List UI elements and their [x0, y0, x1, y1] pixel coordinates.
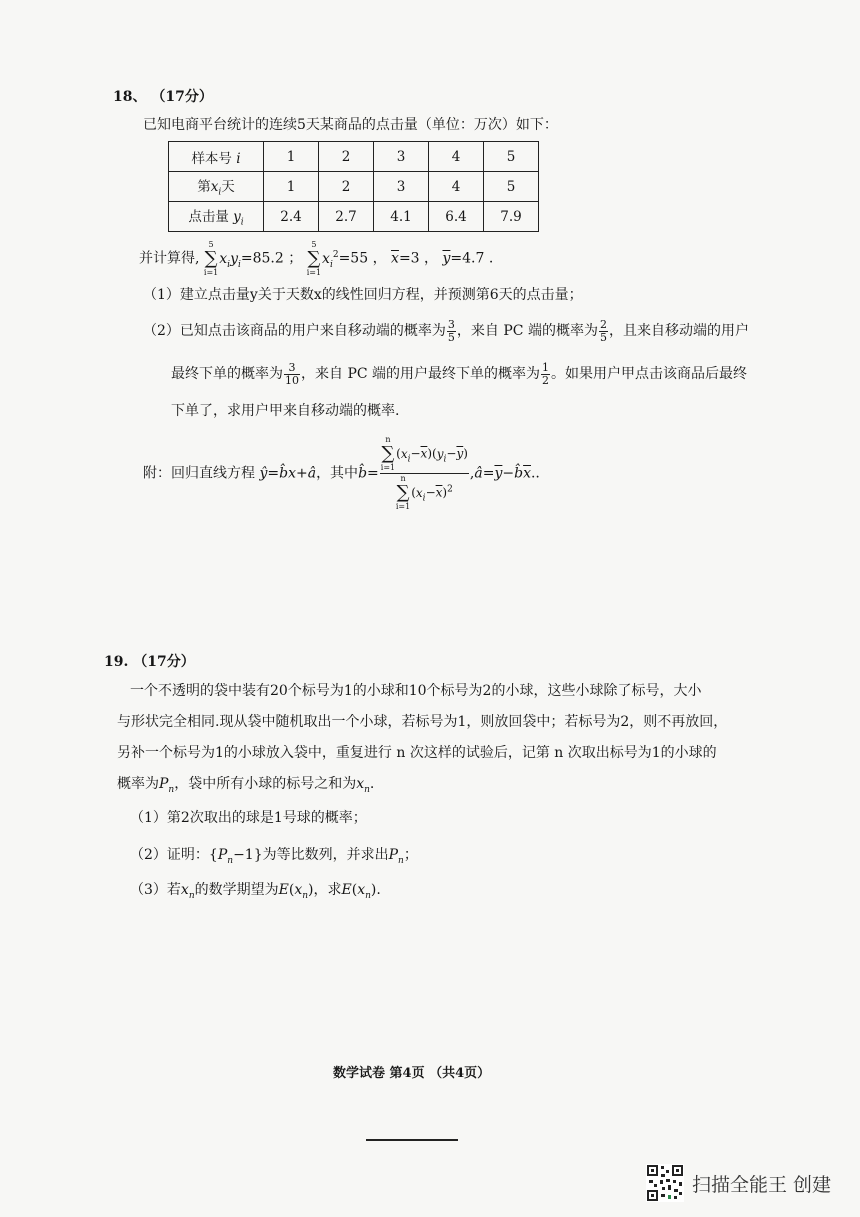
q18-part2-line3: 下单了，求用户甲来自移动端的概率. [171, 403, 400, 419]
table-row [169, 172, 539, 202]
scanner-watermark: 扫描全能王 创建 [692, 1174, 832, 1196]
q18-part2-line2: 最终下单的概率为 $\frac{3}{10}$ ，来自 PC 端的用户最终下单的概率为 $\frac{1}{2}$ 。如果用户甲点击该商品后最终 [171, 360, 748, 387]
q19-part1: （1）第2次取出的球是1号球的概率； [130, 810, 367, 826]
q19-part2: （2）证明：$\{P_n-1\}$为等比数列，并求出$P_n$； [130, 847, 418, 866]
table-cell: 4 [429, 172, 484, 202]
qr-code-icon [646, 1164, 684, 1202]
q18-points: （17分） [151, 89, 213, 105]
q18-intro: 已知电商平台统计的连续5天某商品的点击量（单位：万次）如下： [143, 117, 558, 133]
regression-fraction: n ∑ i=1 $(x_i-\overline{x})(y_i-\overline{y})$ n ∑ i=1 $(x_i-\overline{x})^2$ [380, 435, 468, 511]
q18-number: 18、 [113, 89, 147, 105]
page-footer: 数学试卷 第4页 （共4页） [333, 1066, 491, 1081]
row-head-clicks: 点击量 $y_i$ [169, 202, 264, 232]
q19-points: （17分） [133, 654, 195, 670]
q18-part1: （1）建立点击量y关于天数x的线性回归方程，并预测第6天的点击量； [143, 287, 583, 303]
q18-appendix: 附：回归直线方程 ŷ=b̂x+â，其中b̂= n ∑ i=1 $(x_i-\overline{x})(y_i-\overline{y})$ n ∑ i=1 $(x_i-\overline{x})^2$ $,â=\overline{y}-b̂\overline{x}$.. [143, 435, 540, 511]
fraction: $\frac{3}{5}$ [447, 317, 455, 344]
fraction: $\frac{3}{10}$ [285, 360, 299, 387]
q18-part2-line1: （2）已知点击该商品的用户来自移动端的概率为 $\frac{3}{5}$ ，来自 PC 端的概率为 $\frac{2}{5}$ ，且来自移动端的用户 [143, 317, 749, 344]
table-cell: 3 [374, 142, 429, 172]
table-row [169, 202, 539, 232]
fraction: $\frac{1}{2}$ [542, 360, 550, 387]
q19-part3: （3）若$x_n$的数学期望为$E(x_n)$，求$E(x_n)$. [130, 882, 381, 901]
q18-calc-line: 并计算得, 5 ∑ i=1 $x_iy_i=85.2$ ； 5 ∑ i=1 $x_i^2=55$ ， $\overline{x}=3$ ， $\overline{y}=4.7$ . [139, 239, 494, 277]
table-cell: 2.4 [264, 202, 319, 232]
q19-line2: 与形状完全相同.现从袋中随机取出一个小球，若标号为1，则放回袋中；若标号为2，则不再放回， [117, 714, 728, 730]
table-cell: 7.9 [484, 202, 539, 232]
sum-symbol: 5 ∑ i=1 [306, 239, 322, 277]
table-row [169, 142, 539, 172]
table-cell: 2 [319, 172, 374, 202]
table-cell: 5 [484, 142, 539, 172]
fraction: $\frac{2}{5}$ [599, 317, 607, 344]
click-data-table [168, 141, 539, 232]
table-cell: 6.4 [429, 202, 484, 232]
table-cell: 1 [264, 172, 319, 202]
q19-line3: 另补一个标号为1的小球放入袋中，重复进行 n 次这样的试验后，记第 n 次取出标号为1的小球的 [117, 745, 717, 761]
q19-line4: 概率为$P_n$，袋中所有小球的标号之和为$x_n$. [117, 776, 375, 795]
table-cell: 5 [484, 172, 539, 202]
table-cell: 3 [374, 172, 429, 202]
table-cell: 1 [264, 142, 319, 172]
table-cell: 2.7 [319, 202, 374, 232]
q19-heading [104, 652, 195, 672]
q19-line1: 一个不透明的袋中装有20个标号为1的小球和10个标号为2的小球，这些小球除了标号，大小 [130, 683, 702, 699]
q18-heading [113, 87, 213, 107]
divider [366, 1139, 458, 1141]
row-head-day: 第$x_i$天 [169, 172, 264, 202]
row-head-sample: 样本号 i [169, 142, 264, 172]
sum-symbol: 5 ∑ i=1 [203, 239, 219, 277]
q19-number: 19. [104, 654, 129, 670]
table-cell: 2 [319, 142, 374, 172]
table-cell: 4.1 [374, 202, 429, 232]
table-cell: 4 [429, 142, 484, 172]
